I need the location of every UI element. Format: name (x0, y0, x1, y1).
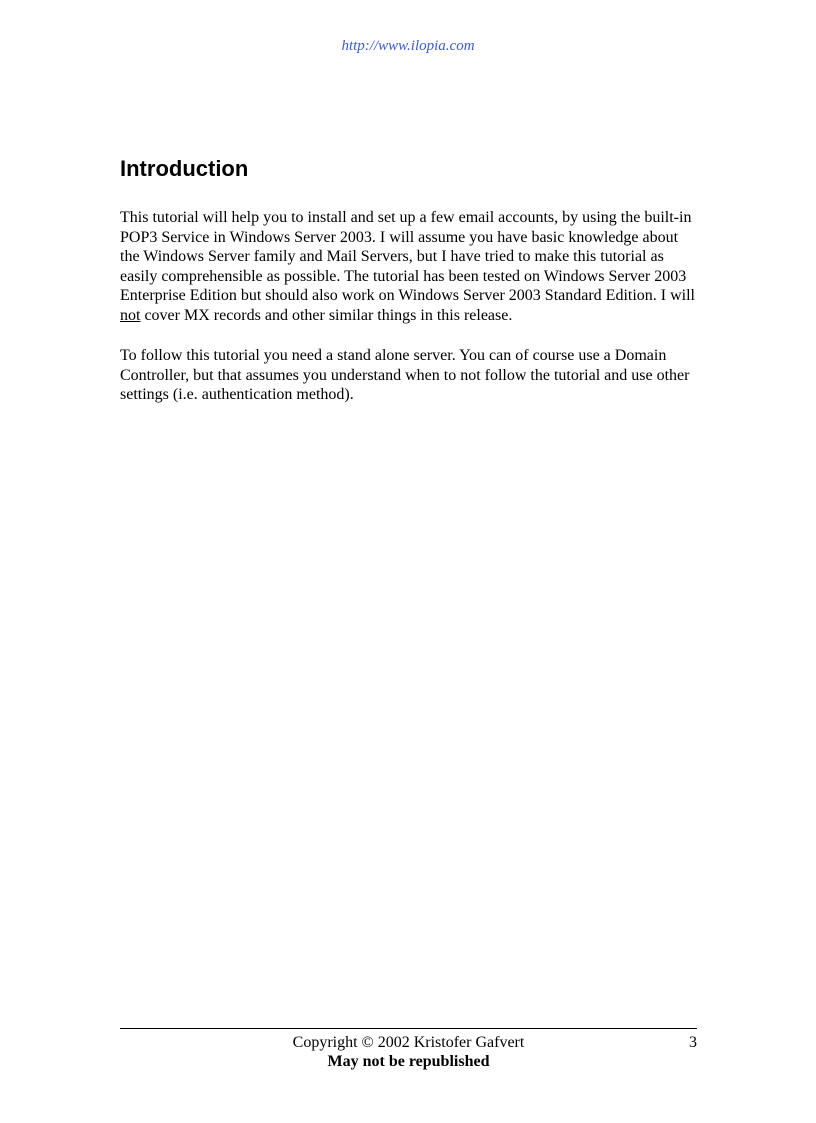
footer-copyright: Copyright © 2002 Kristofer Gafvert (292, 1034, 525, 1051)
underlined-word: not (120, 306, 141, 324)
paragraph-line: Controller, but that assumes you understand when to not follow the tutorial and use other (120, 366, 690, 384)
paragraph-line (120, 306, 720, 326)
paragraph-line-rest: cover MX records and other similar things in this release. (140, 306, 513, 324)
paragraph-line: To follow this tutorial you need a stand alone server. You can of course use a Domain (120, 347, 667, 364)
paragraph-line: settings (i.e. authentication method). (120, 386, 354, 403)
intro-paragraph-1 (120, 208, 720, 325)
paragraph-line: POP3 Service in Windows Server 2003. I will assume you have basic knowledge about (120, 228, 679, 246)
footer-notice: May not be republished (327, 1053, 490, 1070)
section-title: Introduction (120, 156, 249, 181)
header-url-link[interactable]: http://www.ilopia.com (341, 38, 475, 54)
page-number: 3 (689, 1034, 697, 1051)
intro-paragraph-2 (120, 346, 720, 405)
footer-divider (120, 1028, 697, 1029)
paragraph-line: This tutorial will help you to install and set up a few email accounts, by using the built-in (120, 209, 692, 226)
paragraph-line: the Windows Server family and Mail Servers, but I have tried to make this tutorial as (120, 248, 664, 265)
paragraph-line: easily comprehensible as possible. The tutorial has been tested on Windows Server 2003 (120, 267, 687, 285)
paragraph-line: Enterprise Edition but should also work on Windows Server 2003 Standard Edition. I will (120, 287, 695, 304)
